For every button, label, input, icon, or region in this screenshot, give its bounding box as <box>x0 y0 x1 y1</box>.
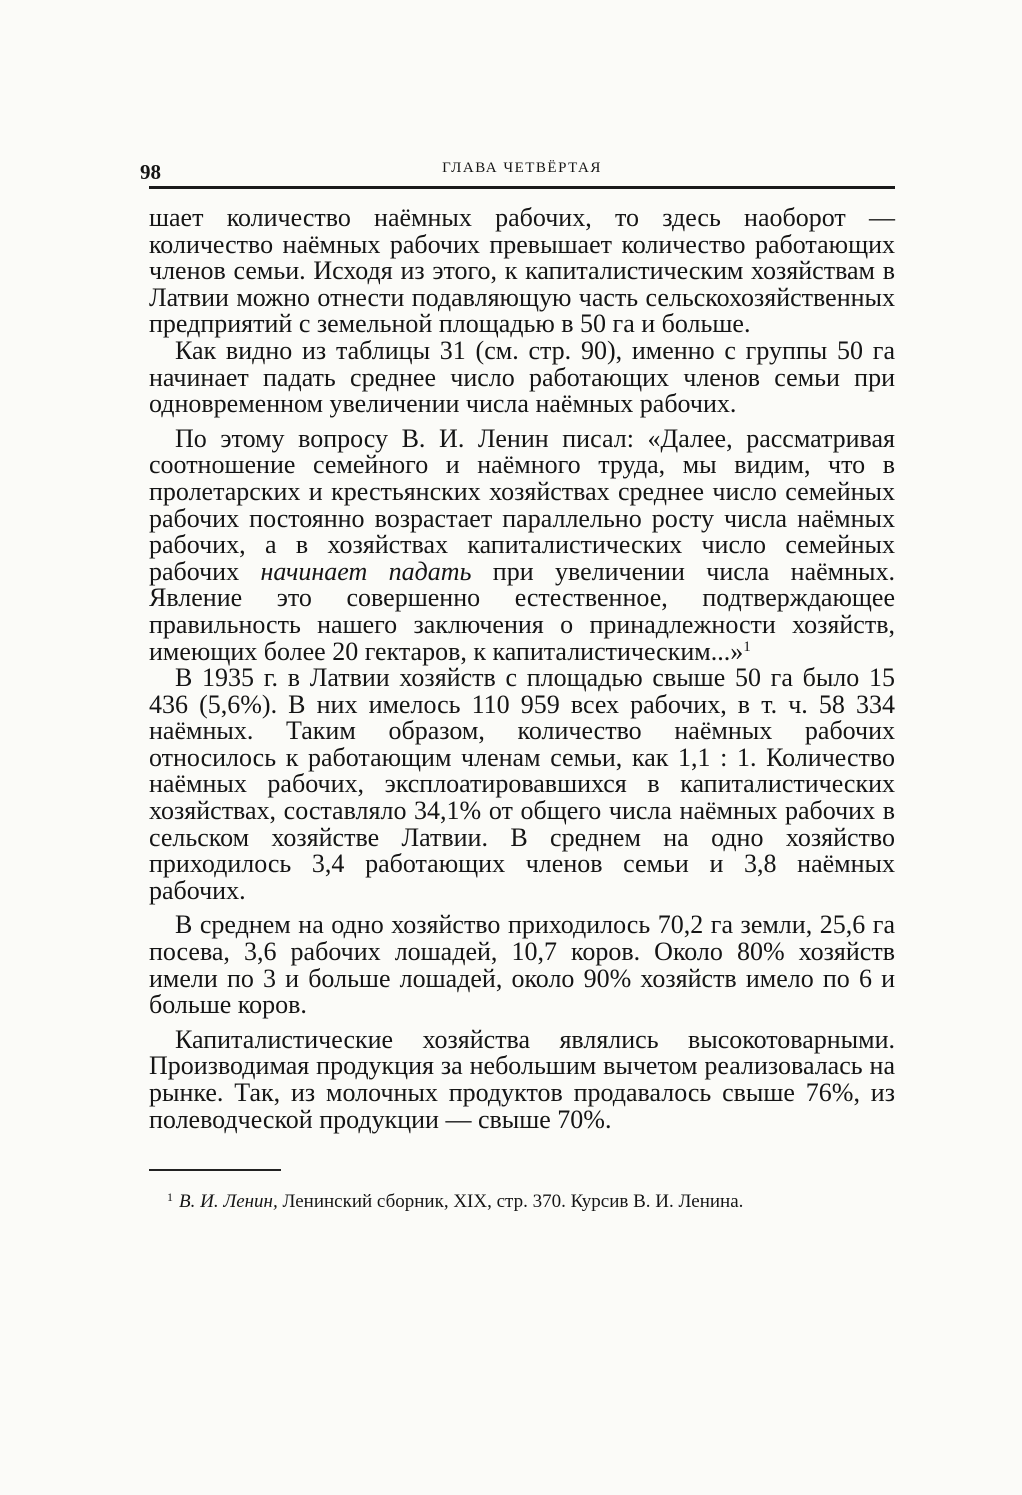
paragraph-3-text-a: По этому вопросу В. И. Ленин писал: «Далее, рассматривая соотношение семейного и наёмного труда, мы видим, что в пролетарских и крестьянских хозяйствах среднее число семейных рабочих постоянно возрастает параллельно росту числа наёмных рабочих, а в хозяйствах капиталистических число семейных рабочих <box>149 423 895 586</box>
paragraph-3-text-b: при увеличении числа наёмных. Явление это совершенно естественное, подтверждающее правильность нашего заключения о принадлежности хозяйств, имеющих более 20 гектаров, к капиталистическим...» <box>149 556 895 666</box>
book-page <box>140 152 895 1233</box>
footnote-mark: 1 <box>167 1190 173 1205</box>
footnote-reference: 1 <box>743 638 751 655</box>
footnote-text: Ленинский сборник, XIX, стр. 370. Курсив В. И. Ленина. <box>277 1191 744 1213</box>
paragraph-1: шает количество наёмных рабочих, то здесь наоборот — количество наёмных рабочих превышает количество работающих членов семьи. Исходя из этого, к капиталистическим хозяйствам в Латвии можно отнести подавляющую часть сельскохозяйственных предприятий с земельной площадью в 50 га и больше. <box>149 203 895 339</box>
footnote-rule <box>149 1169 281 1171</box>
footnote-author: В. И. Ленин, <box>179 1191 278 1213</box>
header-rule <box>149 186 895 189</box>
emphasis-text: начинает падать <box>260 556 472 586</box>
body-text <box>149 205 895 1133</box>
paragraph-6: Капиталистические хозяйства являлись высокотоварными. Производимая продукция за небольшим вычетом реализовалась на рынке. Так, из молочных продуктов продавалось свыше 76%, из полеводческой продукции — свыше 70%. <box>149 1024 895 1134</box>
paragraph-5: В среднем на одно хозяйство приходилось 70,2 га земли, 25,6 га посева, 3,6 рабочих лошадей, 10,7 коров. Около 80% хозяйств имели по 3 и больше лошадей, около 90% хозяйств имело по 6 и больше коров. <box>149 910 895 1020</box>
page-header <box>140 152 895 184</box>
footnote <box>149 1185 895 1214</box>
paragraph-2: Как видно из таблицы 31 (см. стр. 90), именно с группы 50 га начинает падать среднее число работающих членов семьи при одновременном увеличении числа наёмных рабочих. <box>149 335 895 419</box>
page-number: 98 <box>140 160 161 184</box>
paragraph-4: В 1935 г. в Латвии хозяйств с площадью свыше 50 га было 15 436 (5,6%). В них имелось 110 959 всех рабочих, в т. ч. 58 334 наёмных. Таким образом, количество наёмных рабочих относилось к работающим членам семьи, как 1,1 : 1. Количество наёмных рабочих, эксплоатировавшихся в капиталистических хозяйствах, составляло 34,1% от общего числа наёмных рабочих в сельском хозяйстве Латвии. В среднем на одно хозяйство приходилось 3,4 работающих членов семьи и 3,8 наёмных рабочих. <box>149 663 895 905</box>
running-head: ГЛАВА ЧЕТВЁРТАЯ <box>442 160 602 176</box>
paragraph-3 <box>149 423 895 666</box>
